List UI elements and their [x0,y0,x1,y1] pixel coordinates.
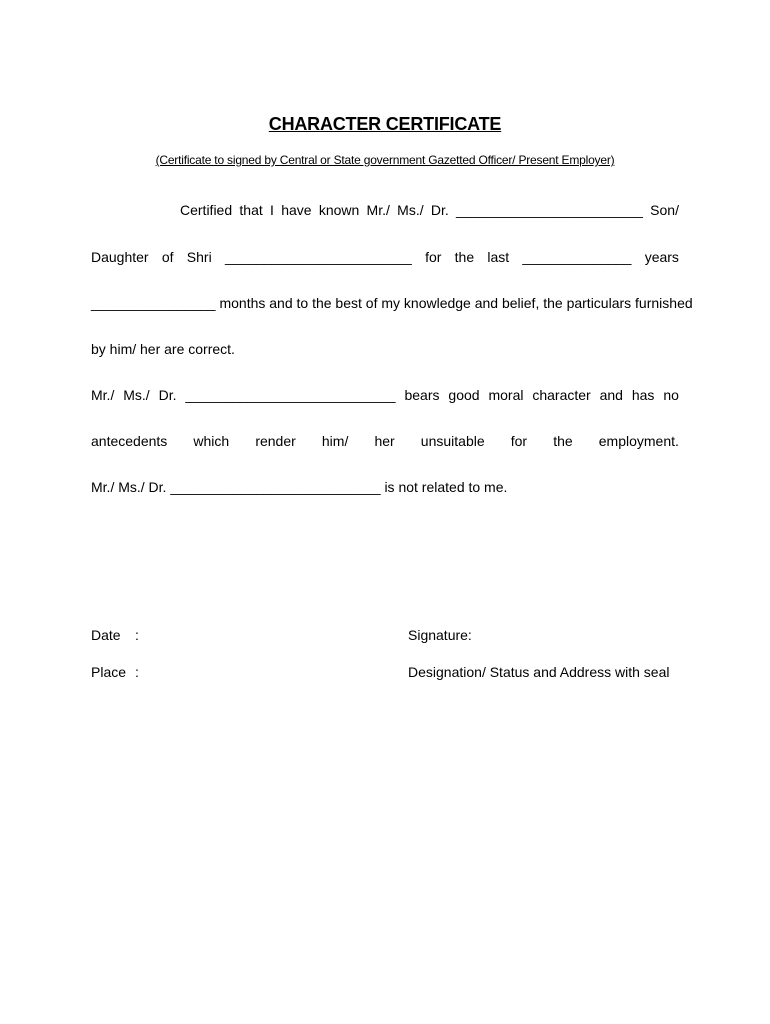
word: unsuitable [420,433,485,449]
word: Ms./ [123,387,150,403]
word: of [161,249,174,265]
place-colon: : [135,664,139,680]
word: him/ [321,433,349,449]
word: Shri [186,249,212,265]
word: years [644,249,679,265]
para1-line2 [91,248,679,266]
word: Mr./ [91,387,115,403]
date-label: Date [91,627,121,643]
word: Son/ [650,202,679,218]
father-name-blank: ________________________ [224,249,412,265]
word: Certified [180,202,233,218]
para2-line2 [91,432,679,450]
word: has [631,387,655,403]
word: render [255,433,296,449]
word: Dr. [430,202,449,218]
para1-line3: ________________ months and to the best of my knowledge and belief, the particulars furnished [91,295,693,311]
name-blank: ________________________ [456,202,643,218]
word: last [487,249,510,265]
word: antecedents [91,433,168,449]
word: have [281,202,312,218]
name-blank: ___________________________ [185,387,396,403]
word: no [663,387,679,403]
date-colon: : [135,627,139,643]
word: and [599,387,623,403]
para3-line1: Mr./ Ms./ Dr. ___________________________ is not related to me. [91,479,508,495]
word: Ms./ [397,202,424,218]
para2-line1 [91,386,679,404]
word: bears [404,387,440,403]
word: known [318,202,360,218]
page-title: CHARACTER CERTIFICATE [268,114,502,134]
page-subtitle: (Certificate to signed by Central or State government Gazetted Officer/ Present Employer) [155,153,615,167]
word: for [425,249,442,265]
word: character [532,387,591,403]
signature-label: Signature: [408,627,472,643]
place-label: Place [91,664,127,680]
word: moral [488,387,524,403]
word: the [454,249,475,265]
word: her [374,433,395,449]
designation-label: Designation/ Status and Address with seal [408,664,670,680]
years-blank: ______________ [522,249,632,265]
word: that [239,202,263,218]
word: employment. [598,433,679,449]
word: for [510,433,528,449]
word: good [448,387,480,403]
word: Daughter [91,249,149,265]
para1-line1 [180,201,679,219]
para1-line4: by him/ her are correct. [91,341,235,357]
word: the [553,433,573,449]
word: which [193,433,230,449]
word: Dr. [158,387,177,403]
word: Mr./ [366,202,390,218]
word: I [270,202,274,218]
